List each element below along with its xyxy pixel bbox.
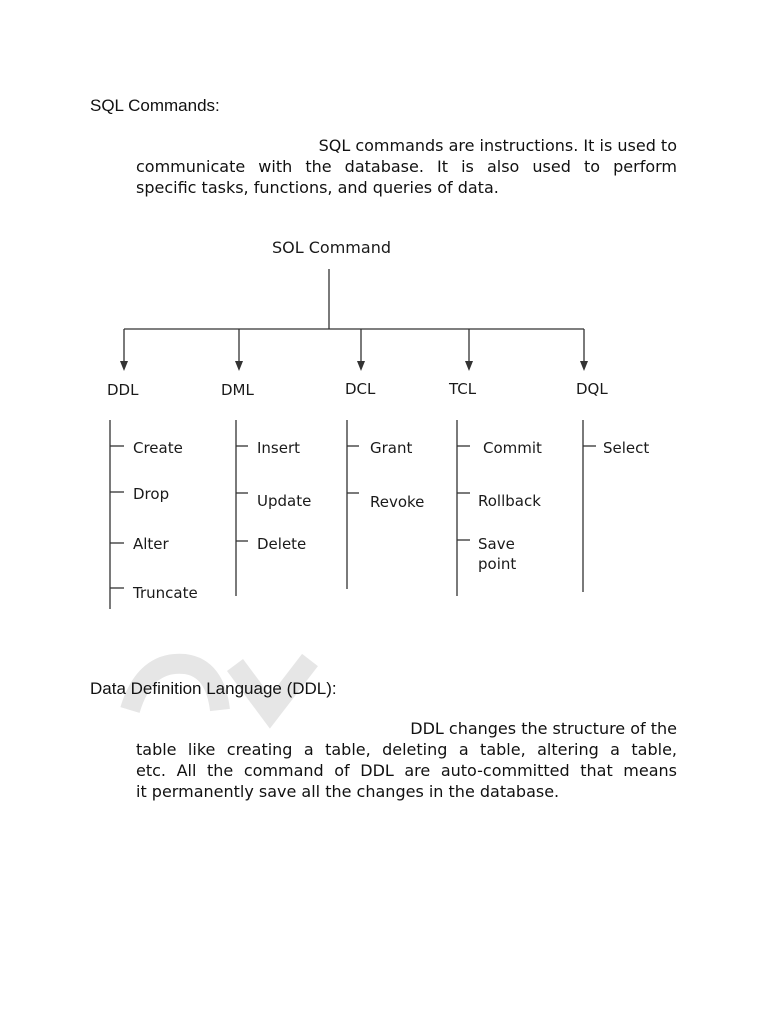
paragraph-line: etc. All the command of DDL are auto-committed that means — [136, 761, 677, 780]
dml-item-insert: Insert — [257, 439, 301, 457]
branch-label-dql: DQL — [576, 380, 608, 398]
ddl-item-create: Create — [133, 439, 183, 457]
section-heading-sql-commands: SQL Commands: — [90, 96, 220, 115]
ddl-item-drop: Drop — [133, 485, 170, 503]
branch-label-tcl: TCL — [449, 380, 477, 398]
dcl-item-grant: Grant — [370, 439, 413, 457]
section-heading-ddl: Data Definition Language (DDL): — [90, 679, 337, 698]
ddl-item-truncate: Truncate — [133, 584, 198, 602]
tree-connectors — [0, 225, 768, 625]
ddl-paragraph — [136, 718, 677, 802]
branch-label-dcl: DCL — [345, 380, 376, 398]
paragraph-line: DDL changes the structure of the — [410, 719, 677, 738]
paragraph-line: specific tasks, functions, and queries of data. — [136, 178, 499, 197]
diagram-root-label: SOL Command — [272, 238, 391, 257]
branch-label-dml: DML — [221, 381, 254, 399]
dql-item-select: Select — [603, 439, 650, 457]
paragraph-line: communicate with the database. It is also used to perform — [136, 157, 677, 176]
ddl-item-alter: Alter — [133, 535, 169, 553]
tcl-item-rollback: Rollback — [478, 492, 541, 510]
sql-commands-paragraph — [136, 135, 677, 198]
sql-command-tree-diagram — [0, 225, 768, 625]
paragraph-line: it permanently save all the changes in the database. — [136, 782, 560, 801]
dml-item-delete: Delete — [257, 535, 307, 553]
paragraph-line: table like creating a table, deleting a table, altering a table, — [136, 740, 677, 759]
branch-label-ddl: DDL — [107, 381, 139, 399]
tcl-item-point: point — [478, 555, 517, 573]
tcl-item-commit: Commit — [483, 439, 542, 457]
tcl-item-save: Save — [478, 535, 515, 553]
dcl-item-revoke: Revoke — [370, 493, 425, 511]
dml-item-update: Update — [257, 492, 312, 510]
paragraph-line: SQL commands are instructions. It is used to — [318, 136, 677, 155]
